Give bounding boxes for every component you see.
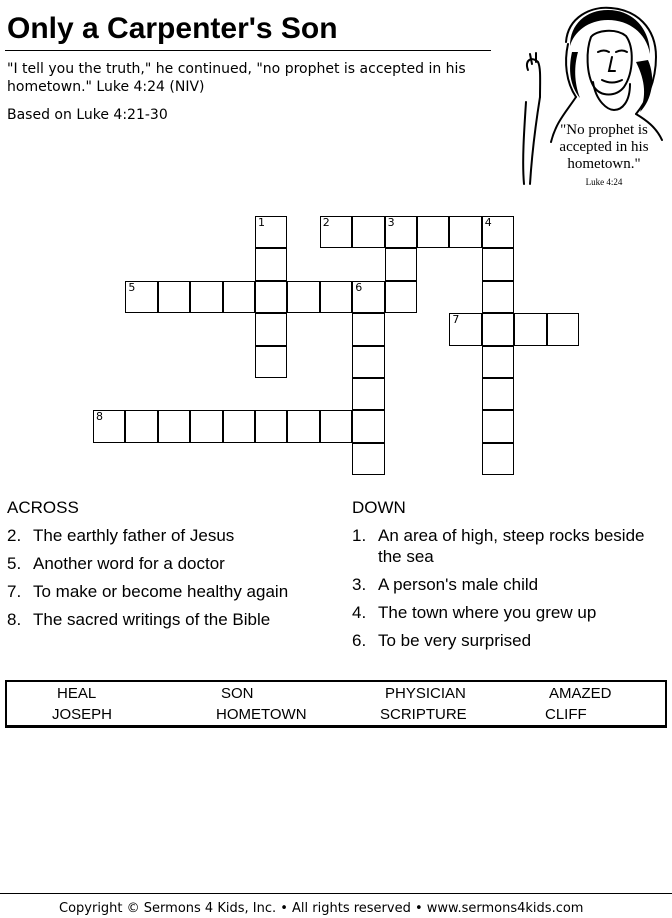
crossword-cell[interactable]: [482, 248, 514, 280]
crossword-cell[interactable]: [482, 378, 514, 410]
crossword-cell[interactable]: [223, 410, 255, 442]
crossword-cell[interactable]: [482, 281, 514, 313]
crossword-cell[interactable]: [482, 410, 514, 442]
clue-number: 4.: [352, 603, 367, 622]
crossword-cell[interactable]: [385, 216, 417, 248]
clue-number: 6.: [352, 631, 367, 650]
verse-text: "I tell you the truth," he continued, "no prophet is accepted in his hometown." Luke 4:24 (NIV): [7, 61, 466, 95]
crossword-cell[interactable]: [255, 313, 287, 345]
crossword-cell[interactable]: [482, 216, 514, 248]
illustration-quote: "No prophet is accepted in his hometown.": [559, 122, 649, 172]
crossword-cell[interactable]: [190, 281, 222, 313]
clue-number: 1.: [352, 526, 367, 545]
crossword-cell[interactable]: [352, 216, 384, 248]
crossword-cell[interactable]: [320, 281, 352, 313]
crossword-cell[interactable]: [287, 410, 319, 442]
across-clues: [7, 498, 337, 637]
crossword-cell[interactable]: [255, 410, 287, 442]
crossword-cell[interactable]: [125, 281, 157, 313]
clue-text: The earthly father of Jesus: [33, 526, 235, 545]
clue-text: Another word for a doctor: [33, 554, 225, 573]
crossword-cell[interactable]: [352, 443, 384, 475]
clue-number-label: 5: [128, 280, 136, 294]
clue-text: The sacred writings of the Bible: [33, 610, 271, 629]
illustration-reference: Luke 4:24: [585, 177, 623, 187]
clue-number-label: 6: [355, 280, 363, 294]
crossword-cell[interactable]: [547, 313, 579, 345]
clue-number: 3.: [352, 575, 367, 594]
word-bank-item: SON: [221, 685, 254, 702]
crossword-cell[interactable]: [352, 410, 384, 442]
clue-text: An area of high, steep rocks beside the sea: [378, 526, 645, 566]
copyright-footer: Copyright © Sermons 4 Kids, Inc. • All rights reserved • www.sermons4kids.com: [59, 901, 584, 916]
crossword-cell[interactable]: [158, 410, 190, 442]
clue-number-label: 3: [387, 216, 395, 229]
word-bank: [5, 680, 667, 728]
crossword-cell[interactable]: [352, 281, 384, 313]
clue-number: 7.: [7, 582, 22, 601]
word-bank-item: AMAZED: [549, 685, 612, 702]
clue-text: To be very surprised: [378, 631, 532, 650]
word-bank-item: JOSEPH: [52, 706, 113, 723]
crossword-cell[interactable]: [223, 281, 255, 313]
crossword-cell[interactable]: [320, 216, 352, 248]
crossword-cell[interactable]: [320, 410, 352, 442]
crossword-cell[interactable]: [125, 410, 157, 442]
clue-item: [352, 630, 662, 651]
crossword-cell[interactable]: [482, 443, 514, 475]
clue-item: [352, 602, 662, 623]
crossword-cell[interactable]: [449, 216, 481, 248]
clue-text: To make or become healthy again: [33, 582, 289, 601]
down-clues: [352, 498, 662, 658]
clue-number-label: 1: [258, 216, 265, 229]
clue-item: [352, 525, 662, 567]
crossword-cell[interactable]: [417, 216, 449, 248]
crossword-cell[interactable]: [255, 216, 287, 248]
crossword-cell[interactable]: [255, 248, 287, 280]
crossword-cell[interactable]: [482, 346, 514, 378]
clue-number-label: 4: [484, 216, 492, 229]
word-bank-item: CLIFF: [545, 706, 587, 723]
crossword-cell[interactable]: [255, 281, 287, 313]
word-bank-item: SCRIPTURE: [380, 706, 467, 723]
crossword-cell[interactable]: [385, 281, 417, 313]
crossword-cell[interactable]: [352, 346, 384, 378]
crossword-cell[interactable]: [514, 313, 546, 345]
crossword-cell[interactable]: [93, 410, 125, 442]
word-bank-item: HEAL: [57, 685, 97, 702]
based-on-text: Based on Luke 4:21-30: [7, 107, 168, 123]
page-title: Only a Carpenter's Son: [7, 12, 338, 45]
crossword-cell[interactable]: [385, 248, 417, 280]
down-heading: DOWN: [352, 498, 406, 517]
clue-number: 2.: [7, 526, 22, 545]
clue-text: The town where you grew up: [378, 603, 597, 622]
crossword-cell[interactable]: [449, 313, 481, 345]
footer-divider: [0, 893, 672, 894]
clue-number-label: 8: [96, 410, 103, 424]
clue-number: 5.: [7, 554, 22, 573]
crossword-cell[interactable]: [352, 313, 384, 345]
crossword-cell[interactable]: [482, 313, 514, 345]
crossword-cell[interactable]: [158, 281, 190, 313]
clue-item: [352, 574, 662, 595]
crossword-cell[interactable]: [255, 346, 287, 378]
clue-number-label: 2: [322, 216, 330, 229]
crossword-cell[interactable]: [352, 378, 384, 410]
clue-item: [7, 609, 337, 630]
word-bank-item: HOMETOWN: [216, 706, 307, 723]
across-heading: ACROSS: [7, 498, 79, 517]
clue-item: [7, 525, 337, 546]
clue-item: [7, 553, 337, 574]
crossword-cell[interactable]: [190, 410, 222, 442]
title-divider: [5, 50, 491, 51]
clue-text: A person's male child: [378, 575, 539, 594]
word-bank-item: PHYSICIAN: [385, 685, 466, 702]
clue-item: [7, 581, 337, 602]
clue-number-label: 7: [452, 313, 460, 327]
crossword-cell[interactable]: [287, 281, 319, 313]
clue-number: 8.: [7, 610, 22, 629]
